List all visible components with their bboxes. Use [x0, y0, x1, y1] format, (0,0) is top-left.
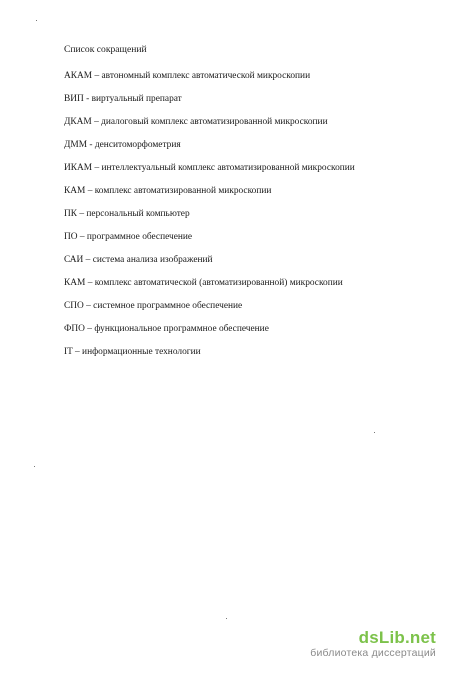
abbreviation-entry: ПК – персональный компьютер — [64, 209, 190, 219]
scan-speck — [34, 466, 35, 467]
abbreviation-entry: ФПО – функциональное программное обеспечение — [64, 324, 269, 334]
abbreviation-entry: СПО – системное программное обеспечение — [64, 301, 243, 311]
watermark — [310, 628, 436, 660]
watermark-logo-domain: .net — [404, 628, 436, 647]
abbreviation-entry: ДКАМ – диалоговый комплекс автоматизированной микроскопии — [64, 117, 328, 127]
abbreviation-entry: ВИП - виртуальный препарат — [64, 94, 182, 104]
abbreviation-entry: ИКАМ – интеллектуальный комплекс автоматизированной микроскопии — [64, 163, 355, 173]
abbreviation-entry: САИ – система анализа изображений — [64, 255, 213, 265]
page-title: Список сокращений — [64, 44, 147, 55]
abbreviation-entry: КАМ – комплекс автоматизированной микроскопии — [64, 186, 272, 196]
watermark-subtitle: библиотека диссертаций — [310, 647, 436, 659]
scan-speck — [374, 432, 375, 433]
abbreviation-entry: АКАМ – автономный комплекс автоматической микроскопии — [64, 71, 311, 81]
abbreviation-entry: КАМ – комплекс автоматической (автоматизированной) микроскопии — [64, 278, 343, 288]
abbreviation-entry: ПО – программное обеспечение — [64, 232, 193, 242]
scan-speck — [36, 20, 37, 21]
abbreviation-entry: ДММ - денситоморфометрия — [64, 140, 181, 150]
watermark-logo — [310, 628, 436, 647]
scan-speck — [226, 618, 227, 619]
abbreviation-entry: IT – информационные технологии — [64, 347, 201, 357]
watermark-logo-name: dsLib — [358, 628, 405, 647]
